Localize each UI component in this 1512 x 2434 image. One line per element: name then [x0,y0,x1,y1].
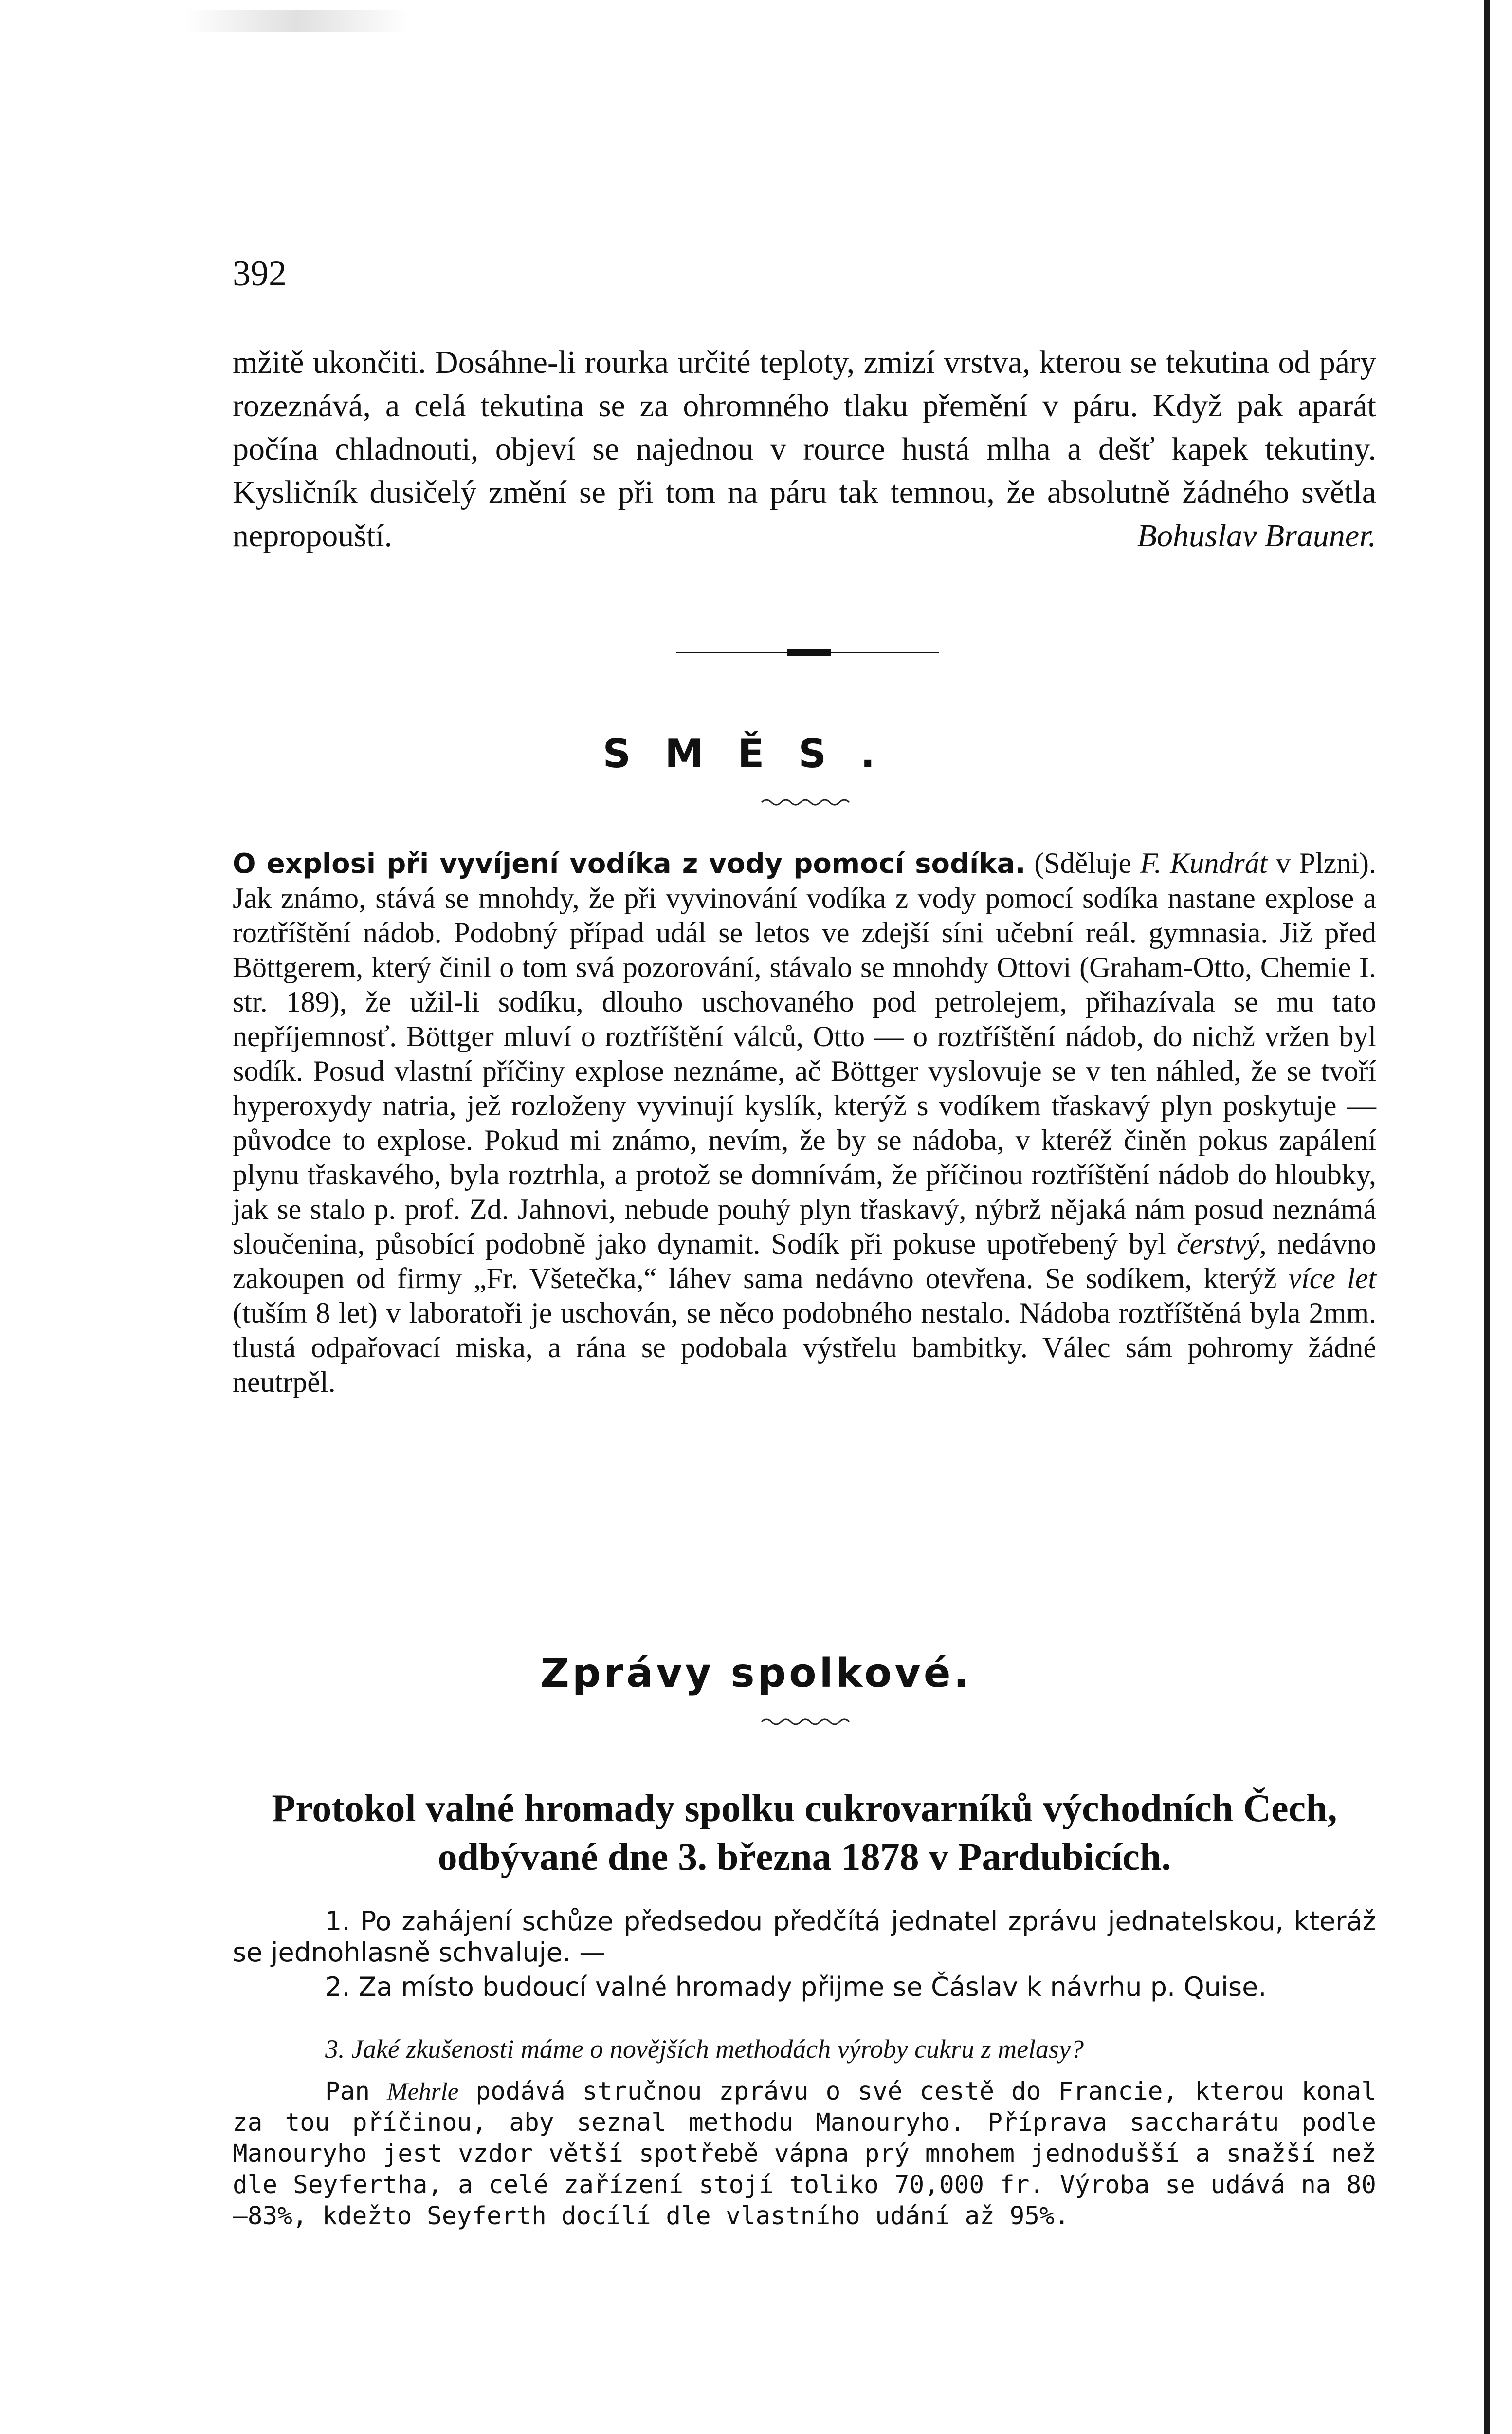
continued-paragraph [233,341,1376,557]
protocol-item-1: 1. Po zahájení schůze předsedou předčítá jednatel zprávu jednatelskou, kteráž se jednohlasně schvaluje. — [233,1906,1376,1968]
protocol-title [233,1784,1376,1881]
page-edge-rule [1484,0,1490,2434]
section-divider-ornament [787,649,831,656]
article-lead: O explosi při vyvíjení vodíka z vody pomocí sodíka. [233,848,1026,880]
protocol-title-line1: Protokol valné hromady spolku cukrovarníků východních Čech, [272,1787,1337,1830]
protocol-title-line2: odbývané dne 3. března 1878 v Pardubicích. [437,1836,1171,1879]
author-signature: Bohuslav Brauner. [1137,518,1376,553]
article-text-b: v Plzni). Jak známo, stává se mnohdy, že při vyvinování vodíka z vody pomocí sodíka nastane explose a roztříštění nádob. Podobný případ udál se letos ve zdejší síni učební reál. gymnasia. Již před Böttgerem, který činil o tom svá pozorování, stávalo se mnohdy Ottovi (Graham-Otto, Chemie I. str. 189), že užil-li sodíku, dlouho uschovaného pod petrolejem, přihazívala se mu tato nepříjemnosť. Böttger mluví o roztříštění válců, Otto — o roztříštění nádob, do nichž vržen byl sodík. Posud vlastní příčiny explose neznáme, ač Böttger vyslovuje se v ten náhled, že se tvoří hyperoxydy natria, jež rozloženy vyvinují kyslík, kterýž s vodíkem třaskavý plyn poskytuje — původce to explose. Pokud mi známo, nevím, že by se nádoba, v kteréž činěn pokus zapálení plynu třaskavého, byla roztrhla, a protož se domnívám, že příčinou roztříštění nádob do hloubky, jak se stalo p. prof. Zd. Jahnovi, nebude pouhý plyn třaskavý, nýbrž nějaká nám posud neznámá sloučenina, působící podobně jako dynamit. Sodík při pokuse upotřebený byl [233,847,1376,1260]
article-text-a: (Sděluje [1034,847,1132,879]
article-emph-fresh: čerstvý, [1176,1228,1267,1260]
zpravy-squiggle-ornament [759,1715,852,1729]
protocol-item-2: 2. Za místo budoucí valné hromady přijme se Čáslav k návrhu p. Quise. [325,1972,1267,2002]
smes-heading: SMĚS. [602,731,910,776]
report-lead: Pan [325,2077,370,2106]
report-speaker: Mehrle [387,2078,459,2105]
protocol-report [233,2076,1376,2232]
page-number: 392 [233,254,287,294]
article-text-d: (tuším 8 let) v laboratoři je uschován, se něco podobného nestalo. Nádoba roztříštěná byla 2mm. tlustá odpařovací miska, a rána se podobala výstřelu bambitky. Válec sám pohromy žádné neutrpěl. [233,1297,1376,1398]
protocol-question-3: 3. Jaké zkušenosti máme o novějších methodách výroby cukru z melasy? [325,2034,1084,2064]
smes-squiggle-ornament [759,795,852,810]
scan-artifact [185,10,409,32]
continued-text: mžitě ukončiti. Dosáhne-li rourka určité teploty, zmizí vrstva, kterou se tekutina od páry rozeznává, a celá tekutina se za ohromného tlaku přemění v páru. Když pak aparát počína chladnouti, objeví se najednou v rource hustá mlha a dešť kapek tekutiny. Kysličník dusičelý změní se při tom na páru tak temnou, že absolutně žádného světla nepropouští. [233,345,1376,553]
article-text-c: nedávno zakoupen od firmy „Fr. Všetečka,“ láhev sama nedávno otevřena. Se sodíkem, kterýž [233,1228,1377,1294]
article-emph-years: více let [1288,1262,1376,1294]
report-text: podává stručnou zprávu o své cestě do Francie, kterou konal za tou příčinou, aby seznal methodu Manouryho. Příprava saccharátu podle Manouryho jest vzdor větší spotřebě vápna prý mnohem jednodušší a snažší než dle Seyfertha, a celé zařízení stojí toliko 70,000 fr. Výroba se udává na 80—83%, kdežto Seyferth docílí dle vlastního udání až 95%. [233,2077,1376,2231]
article-author: F. Kundrát [1140,847,1268,879]
zpravy-heading: Zprávy spolkové. [540,1650,972,1696]
smes-article [233,846,1376,1400]
